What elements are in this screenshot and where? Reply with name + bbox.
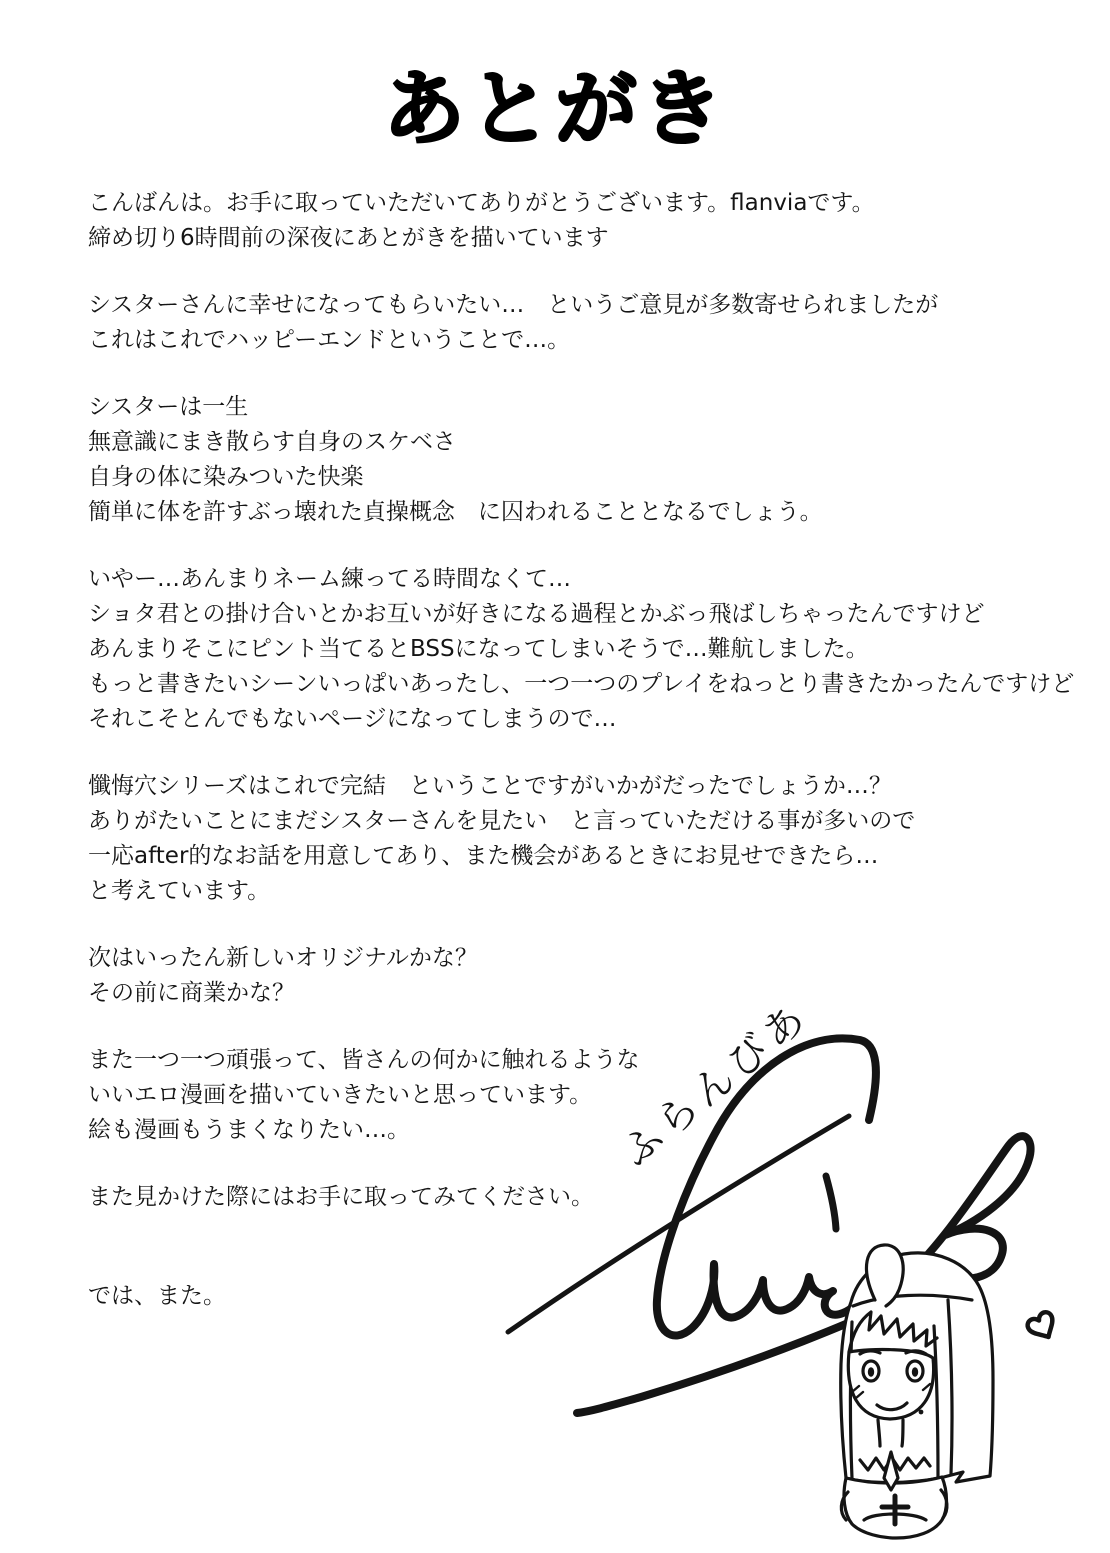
page-title: あとがき xyxy=(382,62,727,157)
text-line: いやー…あんまりネーム練ってる時間なくて… xyxy=(88,566,571,592)
nun-face xyxy=(848,1350,933,1419)
text-line: また見かけた際にはお手に取ってみてください。 xyxy=(88,1184,594,1210)
signature-furigana: ふらんびあ xyxy=(612,992,819,1176)
text-line: 絵も漫画もうまくなりたい…。 xyxy=(88,1117,410,1143)
paragraph xyxy=(88,1279,1088,1314)
afterword-text xyxy=(88,186,1088,1346)
text-line: あんまりそこにピント当てるとBSSになってしまいそうで…難航しました。 xyxy=(88,636,869,662)
nun-body xyxy=(844,1477,947,1538)
nun-eye xyxy=(907,1361,923,1381)
nun-arm xyxy=(941,1490,947,1518)
text-line: と考えています。 xyxy=(88,878,271,904)
nun-blush xyxy=(852,1384,930,1398)
text-line: シスターは一生 xyxy=(88,394,249,420)
nun-hair-strand xyxy=(934,1326,938,1478)
paragraph xyxy=(88,941,1088,1011)
paragraph xyxy=(88,769,1088,909)
paragraph xyxy=(88,1180,1088,1215)
nun-eyebrow xyxy=(906,1351,926,1354)
text-line: また一つ一つ頑張って、皆さんの何かに触れるような xyxy=(88,1047,640,1073)
nun-pupil xyxy=(868,1367,874,1377)
text-line: ショタ君との掛け合いとかお互いが好きになる過程とかぶっ飛ばしちゃったんですけど xyxy=(88,601,985,627)
paragraph xyxy=(88,562,1088,737)
text-line: こんばんは。お手に取っていただいてありがとうございます。flanviaです。 xyxy=(88,190,875,216)
paragraph xyxy=(88,1043,1088,1148)
text-line: 締め切り6時間前の深夜にあとがきを描いています xyxy=(88,225,609,251)
nun-eye xyxy=(863,1361,879,1381)
text-line: 次はいったん新しいオリジナルかな？ xyxy=(88,945,478,971)
nun-neck xyxy=(878,1420,903,1446)
nun-eyebrow xyxy=(860,1351,880,1354)
cross-icon xyxy=(882,1496,908,1524)
text-line: その前に商業かな？ xyxy=(88,980,295,1006)
text-line: 懺悔穴シリーズはこれで完結 ということですがいかがだったでしょうか…？ xyxy=(88,773,892,799)
nun-mole xyxy=(919,1410,924,1415)
nun-arm xyxy=(841,1492,848,1520)
text-line: 一応after的なお話を用意してあり、また機会があるときにお見せできたら… xyxy=(88,843,879,869)
text-line: それこそとんでもないページになってしまうので… xyxy=(88,706,617,732)
nun-tie xyxy=(884,1452,898,1490)
nun-skirt-fold xyxy=(864,1514,926,1520)
text-line: 無意識にまき散らす自身のスケベさ xyxy=(88,429,456,455)
paragraph xyxy=(88,186,1088,256)
paragraph xyxy=(88,390,1088,530)
paragraph xyxy=(88,288,1088,358)
text-line: では、また。 xyxy=(88,1283,226,1309)
nun-mouth xyxy=(877,1403,907,1410)
text-line: これはこれでハッピーエンドということで…。 xyxy=(88,327,571,353)
nun-collar xyxy=(860,1458,930,1470)
text-line: いいエロ漫画を描いていきたいと思っています。 xyxy=(88,1082,593,1108)
text-line: 自身の体に染みついた快楽 xyxy=(88,464,364,490)
text-line: 簡単に体を許すぶっ壊れた貞操概念 に囚われることとなるでしょう。 xyxy=(88,499,823,525)
text-line: シスターさんに幸せになってもらいたい… というご意見が多数寄せられましたが xyxy=(88,292,939,318)
text-line: ありがたいことにまだシスターさんを見たい と言っていただける事が多いので xyxy=(88,808,916,834)
text-line: もっと書きたいシーンいっぱいあったし、一つ一つのプレイをねっとり書きたかったんですけど xyxy=(88,671,1075,697)
nun-pupil xyxy=(912,1367,918,1377)
